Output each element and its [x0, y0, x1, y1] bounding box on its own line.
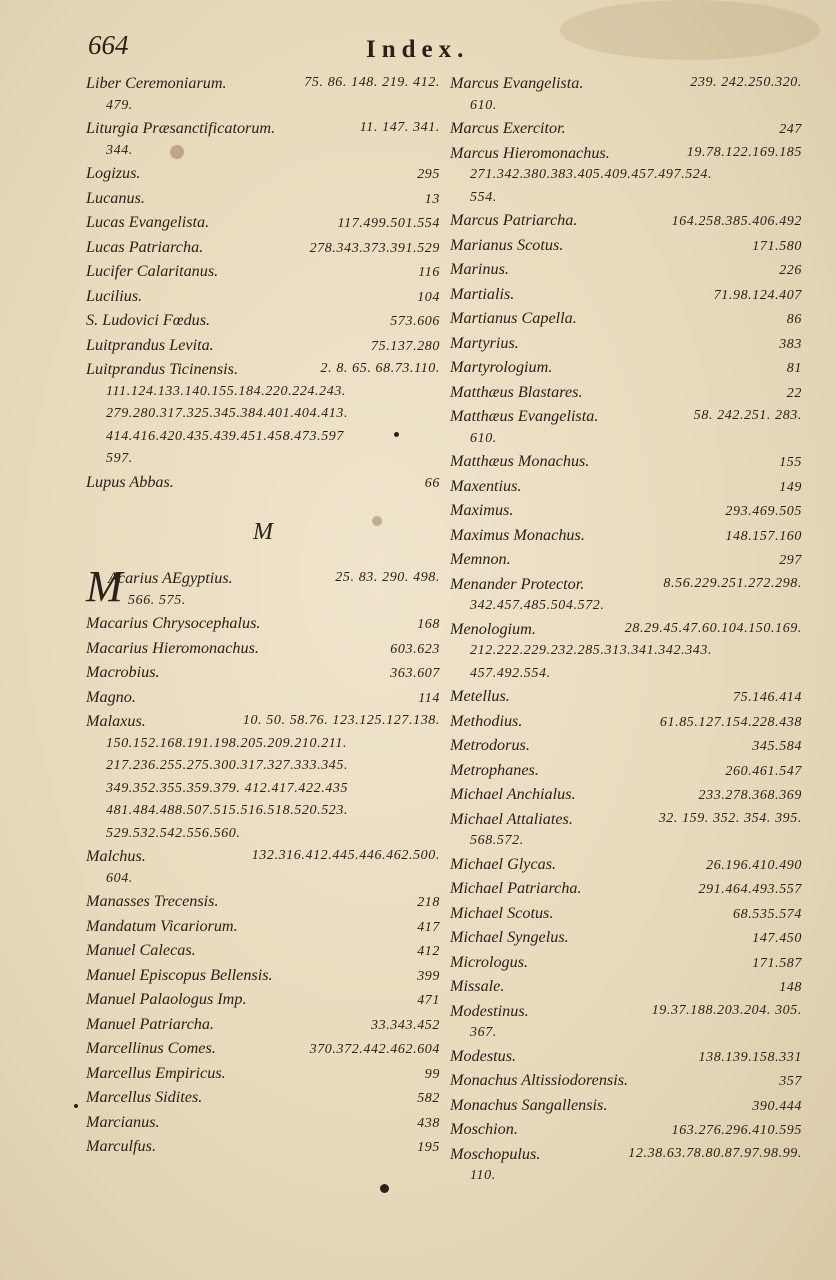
index-entry [450, 548, 802, 573]
entry-name: Marcus Exercitor. [450, 119, 566, 137]
index-entry [86, 939, 440, 964]
entry-continuation: 212.222.229.232.285.313.341.342.343. [470, 643, 713, 658]
entry-pages: 13 [424, 191, 440, 207]
entry-name: Martianus Capella. [450, 309, 577, 327]
entry-pages: 168 [417, 617, 440, 632]
entry-continuation: 457.492.554. [470, 665, 551, 681]
entry-pages: 363.607 [390, 666, 440, 681]
entry-pages: 383 [779, 336, 802, 352]
entry-name: Michael Attaliates. [450, 809, 573, 828]
entry-name: Macrobius. [86, 663, 160, 681]
index-entry [86, 1086, 440, 1111]
index-entry [450, 117, 802, 142]
entry-pages: 22 [786, 385, 802, 401]
entry-name: Metellus. [450, 687, 510, 705]
index-entry [450, 475, 802, 500]
entry-pages: 603.623 [390, 641, 440, 657]
entry-continuation: 217.236.255.275.300.317.327.333.345. [106, 758, 349, 773]
entry-name: Luitprandus Levita. [86, 335, 214, 354]
index-entry [86, 236, 440, 261]
entry-pages: 399 [417, 968, 440, 984]
entry-pages: 132.316.412.445.446.462.500. [251, 848, 440, 863]
entry-pages: 291.464.493.557 [698, 882, 802, 897]
index-entry [450, 72, 802, 117]
entry-pages: 81 [786, 361, 802, 376]
index-entry [450, 573, 802, 618]
index-entry [450, 450, 802, 475]
index-entry [86, 1062, 440, 1087]
entry-name: Marculfus. [86, 1137, 156, 1155]
entry-pages: 390.444 [752, 1098, 802, 1114]
entry-pages: 25. 83. 290. 498. [335, 570, 440, 585]
entry-pages: 293.469.505 [725, 504, 802, 519]
entry-continuation: 279.280.317.325.345.384.401.404.413. [106, 406, 349, 421]
entry-name: Michael Syngelus. [450, 928, 569, 946]
entry-pages: 218 [417, 895, 440, 910]
entry-continuation: 566. 575. [128, 592, 186, 608]
index-entry [450, 209, 802, 234]
entry-name: Matthæus Monachus. [450, 452, 590, 470]
entry-pages: 417 [417, 919, 440, 935]
ink-dot [380, 1184, 389, 1193]
entry-name: Modestus. [450, 1046, 517, 1065]
entry-name: Martyrologium. [450, 358, 553, 376]
entry-name: Michael Scotus. [450, 903, 554, 922]
entry-continuation: 110. [470, 1168, 496, 1183]
index-entry [450, 332, 802, 357]
right-entries [450, 72, 802, 1188]
entry-pages: 32. 159. 352. 354. 395. [658, 810, 802, 826]
entry-continuation: 344. [106, 142, 133, 158]
entry-name: Metrophanes. [450, 760, 539, 779]
entry-pages: 278.343.373.391.529 [309, 240, 440, 256]
index-entry [86, 988, 440, 1013]
index-entry [450, 356, 802, 381]
index-entry [86, 710, 440, 845]
entry-name: Martialis. [450, 284, 515, 303]
entry-pages: 12.38.63.78.80.87.97.98.99. [628, 1145, 802, 1161]
index-entry [86, 117, 440, 162]
entry-name: Monachus Sangallensis. [450, 1095, 608, 1114]
index-entry [450, 499, 802, 524]
entry-name: Missale. [450, 977, 505, 995]
entry-continuation: 610. [470, 430, 497, 446]
entry-pages: 147.450 [752, 931, 802, 946]
entry-pages: 226 [779, 263, 802, 278]
entry-pages: 471 [417, 993, 440, 1008]
entry-name: Memnon. [450, 550, 511, 568]
entry-pages: 10. 50. 58.76. 123.125.127.138. [242, 713, 440, 728]
entry-pages: 438 [417, 1115, 440, 1131]
entry-pages: 99 [424, 1066, 440, 1082]
ink-dot [74, 1104, 78, 1108]
entry-name: Lucas Patriarcha. [86, 237, 204, 256]
entry-name: Maximus Monachus. [450, 525, 585, 544]
index-entry [450, 258, 802, 283]
index-entry [450, 975, 802, 1000]
index-entry [86, 686, 440, 711]
entry-pages: 148.157.160 [725, 528, 802, 544]
entry-continuation: 568.572. [470, 833, 524, 848]
entry-continuation: 610. [470, 97, 497, 113]
entry-pages: 116 [418, 265, 440, 280]
index-entry [450, 877, 802, 902]
drop-cap: M [86, 562, 123, 611]
entry-name: Marcus Evangelista. [450, 74, 584, 92]
index-entry [450, 283, 802, 308]
entry-pages: 195 [417, 1140, 440, 1155]
entry-name: Logizus. [86, 164, 141, 182]
entry-continuation: 479. [106, 97, 133, 113]
page-number: 664 [88, 30, 129, 60]
index-entry [86, 661, 440, 686]
index-entry [86, 915, 440, 940]
entry-continuation: 271.342.380.383.405.409.457.497.524. [470, 167, 713, 182]
entry-name: Manuel Calecas. [86, 941, 196, 959]
index-entry [450, 1118, 802, 1143]
entry-continuation: 349.352.355.359.379. 412.417.422.435 [106, 780, 349, 796]
entry-continuation: 554. [470, 189, 497, 205]
index-entry [86, 1013, 440, 1038]
entry-name: Menologium. [450, 619, 536, 638]
entry-pages: 71.98.124.407 [713, 287, 802, 303]
entry-name: Maxentius. [450, 476, 522, 495]
entry-pages: 117.499.501.554 [337, 216, 440, 231]
index-entry [450, 759, 802, 784]
index-entry [450, 1000, 802, 1045]
index-entry [450, 307, 802, 332]
entry-pages: 345.584 [752, 739, 802, 754]
entry-pages: 138.139.158.331 [698, 1049, 802, 1065]
entry-pages: 163.276.296.410.595 [671, 1123, 802, 1138]
entry-name: Michael Anchialus. [450, 785, 576, 803]
entry-pages: 582 [417, 1091, 440, 1106]
index-entry [86, 637, 440, 662]
entry-pages: 239. 242.250.320. [690, 75, 802, 90]
entry-pages: 75. 86. 148. 219. 412. [304, 75, 440, 90]
entry-name: Liber Ceremoniarum. [86, 74, 227, 92]
left-m-entries [86, 562, 440, 1160]
entry-pages: 247 [779, 122, 802, 137]
entry-name: Lupus Abbas. [86, 472, 174, 491]
index-entry [450, 710, 802, 735]
entry-continuation: 597. [106, 451, 133, 466]
entry-pages: 171.587 [752, 955, 802, 971]
index-entry [450, 951, 802, 976]
entry-name: Marcianus. [86, 1112, 160, 1131]
entry-name: Marcus Hieromonachus. [450, 143, 610, 162]
entry-name: Liturgia Præsanctificatorum. [86, 119, 276, 137]
entry-name: Lucilius. [86, 286, 143, 305]
index-entry [450, 142, 802, 210]
entry-name: Marinus. [450, 260, 509, 278]
entry-pages: 8.56.229.251.272.298. [663, 575, 802, 591]
entry-pages: 61.85.127.154.228.438 [659, 714, 802, 730]
entry-name: Mandatum Vicariorum. [86, 916, 238, 935]
index-entry [450, 618, 802, 686]
entry-pages: 155 [779, 455, 802, 470]
index-entry [450, 1045, 802, 1070]
entry-pages: 28.29.45.47.60.104.150.169. [624, 620, 802, 636]
index-entry [86, 964, 440, 989]
entry-name: Malaxus. [86, 712, 146, 730]
running-head: Index. [366, 36, 470, 63]
index-entry [86, 309, 440, 334]
index-entry [86, 471, 440, 496]
entry-name: Micrologus. [450, 952, 529, 971]
entry-pages: 412 [417, 944, 440, 959]
entry-name: Methodius. [450, 711, 523, 730]
index-entry [450, 1143, 802, 1188]
entry-name: Modestinus. [450, 1001, 529, 1020]
entry-pages: 75.137.280 [371, 338, 440, 354]
entry-pages: 68.535.574 [733, 906, 802, 922]
entry-continuation: 604. [106, 870, 133, 886]
entry-pages: 171.580 [752, 238, 802, 254]
index-entry [86, 1037, 440, 1062]
entry-continuation: 529.532.542.556.560. [106, 825, 241, 841]
index-entry [450, 783, 802, 808]
index-entry [450, 405, 802, 450]
left-column [86, 72, 440, 1160]
entry-name: Michael Patriarcha. [450, 879, 582, 897]
index-entry [450, 902, 802, 927]
entry-name: Matthæus Blastares. [450, 382, 583, 401]
entry-pages: 297 [779, 553, 802, 568]
entry-name: Marcellus Empiricus. [86, 1063, 226, 1082]
entry-continuation: 367. [470, 1025, 497, 1040]
entry-name: Lucifer Calaritanus. [86, 262, 219, 280]
index-entry [450, 808, 802, 853]
entry-pages: 11. 147. 341. [359, 120, 440, 135]
entry-name: Marcus Patriarcha. [450, 211, 578, 229]
entry-name: Manasses Trecensis. [86, 892, 219, 910]
index-entry [86, 211, 440, 236]
entry-pages: 295 [417, 167, 440, 182]
index-entry [86, 845, 440, 890]
left-top-entries [86, 72, 440, 495]
index-entry [86, 358, 440, 471]
index-entry [86, 1135, 440, 1160]
entry-name: Manuel Patriarcha. [86, 1014, 214, 1033]
section-letter-m: M [253, 519, 273, 545]
entry-continuation: 111.124.133.140.155.184.220.224.243. [106, 383, 347, 399]
entry-name: Manuel Palaologus Imp. [86, 990, 247, 1008]
entry-pages: 149 [779, 479, 802, 495]
index-entry [450, 926, 802, 951]
entry-pages: 260.461.547 [725, 763, 802, 779]
index-entry [450, 234, 802, 259]
entry-pages: 370.372.442.462.604 [309, 1042, 440, 1057]
index-entry [86, 162, 440, 187]
entry-pages: 75.146.414 [733, 690, 802, 705]
index-entry [450, 734, 802, 759]
entry-name: Michael Glycas. [450, 854, 557, 873]
index-entry [450, 1094, 802, 1119]
entry-pages: 58. 242.251. 283. [693, 408, 802, 423]
right-column [450, 72, 802, 1188]
entry-name: Acarius AEgyptius. [108, 569, 233, 587]
entry-name: Manuel Episcopus Bellensis. [86, 965, 273, 984]
index-entry [450, 1069, 802, 1094]
entry-name: Malchus. [86, 847, 146, 865]
entry-pages: 26.196.410.490 [706, 857, 802, 873]
entry-name: Lucas Evangelista. [86, 213, 210, 231]
entry-name: Metrodorus. [450, 736, 530, 754]
entry-name: Marianus Scotus. [450, 235, 564, 254]
entry-name: Macarius Hieromonachus. [86, 638, 259, 657]
index-entry [86, 334, 440, 359]
entry-name: Matthæus Evangelista. [450, 407, 599, 425]
entry-pages: 86 [786, 312, 802, 327]
index-entry [86, 260, 440, 285]
entry-name: Luitprandus Ticinensis. [86, 360, 239, 378]
index-entry [86, 562, 440, 612]
entry-name: Moschion. [450, 1120, 518, 1138]
entry-name: Martyrius. [450, 333, 519, 352]
index-entry [86, 285, 440, 310]
entry-pages: 33.343.452 [371, 1017, 440, 1033]
entry-pages: 148 [779, 980, 802, 995]
entry-name: S. Ludovici Fœdus. [86, 311, 211, 329]
entry-name: Lucanus. [86, 188, 145, 207]
index-entry [86, 612, 440, 637]
entry-pages: 114 [418, 690, 440, 706]
entry-name: Maximus. [450, 501, 514, 519]
entry-pages: 19.78.122.169.185 [686, 144, 802, 160]
entry-pages: 164.258.385.406.492 [671, 214, 802, 229]
entry-pages: 104 [417, 289, 440, 305]
index-entry [450, 853, 802, 878]
entry-pages: 573.606 [390, 314, 440, 329]
entry-continuation: 481.484.488.507.515.516.518.520.523. [106, 803, 349, 818]
index-entry [86, 890, 440, 915]
entry-continuation: 150.152.168.191.198.205.209.210.211. [106, 735, 348, 751]
entry-pages: 19.37.188.203.204. 305. [651, 1002, 802, 1018]
index-entry [450, 685, 802, 710]
index-entry [86, 72, 440, 117]
index-entry [450, 381, 802, 406]
entry-pages: 2. 8. 65. 68.73.110. [320, 361, 440, 376]
entry-name: Magno. [86, 687, 136, 706]
entry-pages: 66 [424, 475, 440, 491]
index-entry [450, 524, 802, 549]
entry-continuation: 342.457.485.504.572. [470, 598, 605, 613]
index-entry [86, 187, 440, 212]
page-header [88, 30, 808, 70]
entry-name: Menander Protector. [450, 574, 585, 593]
entry-name: Macarius Chrysocephalus. [86, 614, 261, 632]
entry-name: Monachus Altissiodorensis. [450, 1071, 629, 1089]
entry-name: Marcellus Sidites. [86, 1088, 203, 1106]
entry-pages: 357 [779, 1074, 802, 1089]
entry-name: Marcellinus Comes. [86, 1039, 216, 1057]
entry-pages: 233.278.368.369 [698, 788, 802, 803]
index-entry [86, 1111, 440, 1136]
entry-continuation: 414.416.420.435.439.451.458.473.597 [106, 428, 344, 444]
entry-name: Moschopulus. [450, 1144, 541, 1163]
